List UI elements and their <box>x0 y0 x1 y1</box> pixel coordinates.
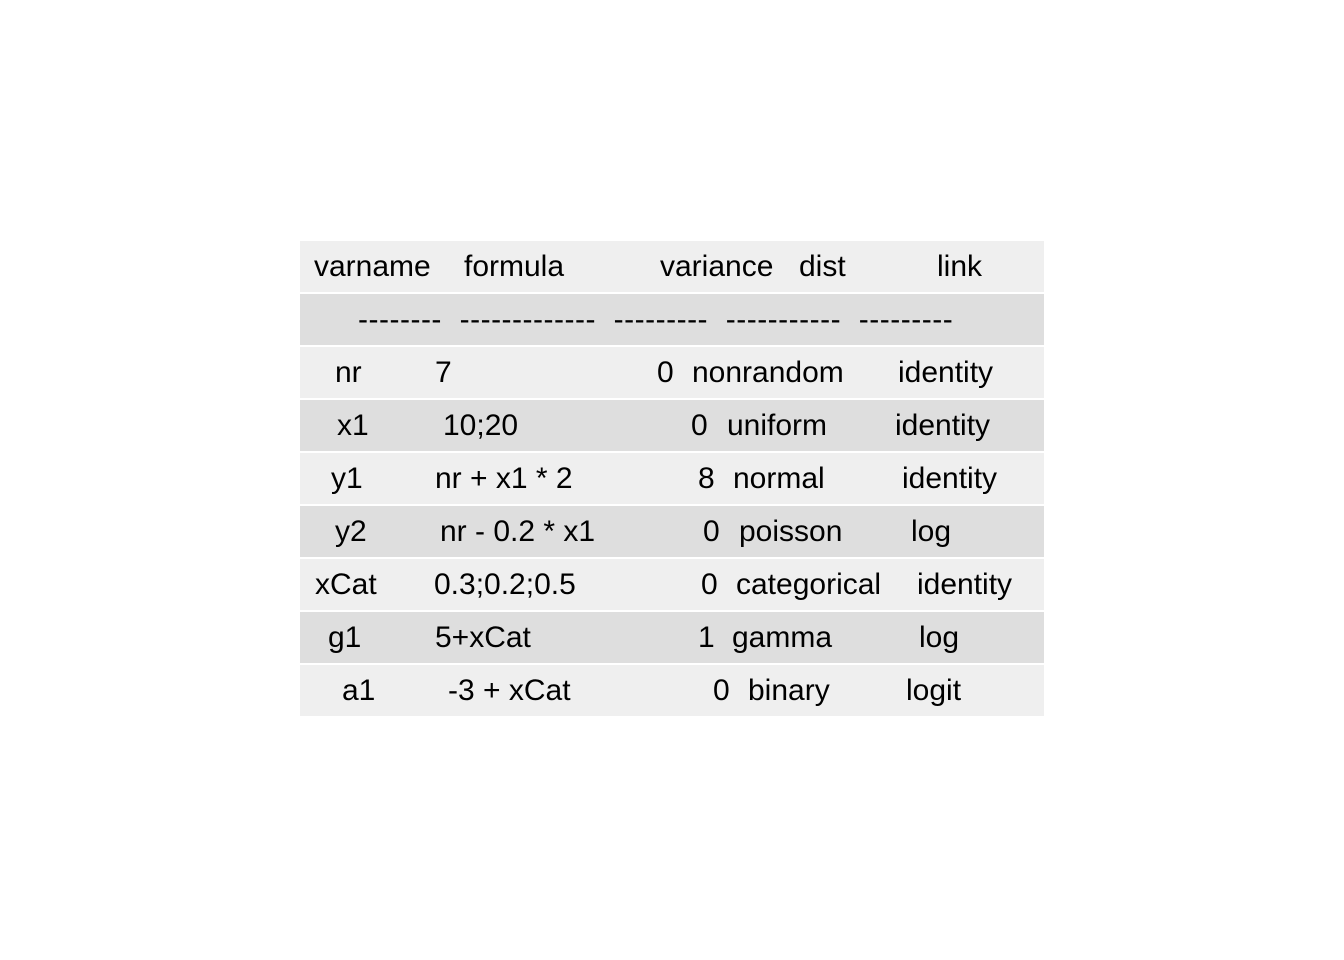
table-row <box>300 559 1044 610</box>
cell-variance: 0 <box>657 356 674 389</box>
cell-dist: uniform <box>727 409 828 442</box>
cell-dist: normal <box>733 462 825 495</box>
header-formula: formula <box>464 250 565 283</box>
cell-formula: 0.3;0.2;0.5 <box>434 568 576 601</box>
cell-variance: 1 <box>698 621 715 654</box>
cell-variance: 0 <box>691 409 708 442</box>
table-row <box>300 347 1044 398</box>
cell-link: identity <box>895 409 991 442</box>
cell-dist: categorical <box>736 568 882 601</box>
header-variance: variance <box>660 250 774 283</box>
table-row <box>300 665 1044 716</box>
cell-link: identity <box>902 462 998 495</box>
cell-link: logit <box>906 674 962 707</box>
cell-dist: binary <box>748 674 830 707</box>
cell-link: log <box>919 621 960 654</box>
cell-formula: 10;20 <box>443 409 519 442</box>
cell-formula: -3 + xCat <box>448 674 571 707</box>
header-dist: dist <box>799 250 846 283</box>
cell-varname: xCat <box>315 568 377 601</box>
cell-variance: 8 <box>698 462 715 495</box>
cell-formula: 7 <box>435 356 452 389</box>
table-row <box>300 612 1044 663</box>
cell-formula: nr + x1 * 2 <box>435 462 573 495</box>
table-row <box>300 400 1044 451</box>
cell-variance: 0 <box>703 515 720 548</box>
cell-varname: nr <box>335 356 362 389</box>
cell-dist: poisson <box>739 515 843 548</box>
cell-formula: 5+xCat <box>435 621 531 654</box>
cell-varname: y1 <box>331 462 363 495</box>
definitions-table <box>300 241 1044 718</box>
cell-formula: nr - 0.2 * x1 <box>440 515 596 548</box>
cell-dist: gamma <box>732 621 833 654</box>
table-row <box>300 453 1044 504</box>
cell-link: identity <box>898 356 994 389</box>
cell-variance: 0 <box>713 674 730 707</box>
cell-varname: y2 <box>335 515 367 548</box>
cell-varname: a1 <box>342 674 376 707</box>
header-varname: varname <box>314 250 431 283</box>
separator-row <box>300 294 1044 345</box>
cell-dist: nonrandom <box>692 356 844 389</box>
cell-link: identity <box>917 568 1013 601</box>
table-header-row <box>300 241 1044 292</box>
separator-dashes: -------- ------------- --------- ----------- --------- <box>358 303 954 336</box>
cell-varname: g1 <box>328 621 362 654</box>
cell-link: log <box>911 515 952 548</box>
cell-varname: x1 <box>337 409 369 442</box>
header-link: link <box>937 250 983 283</box>
cell-variance: 0 <box>701 568 718 601</box>
table-row <box>300 506 1044 557</box>
